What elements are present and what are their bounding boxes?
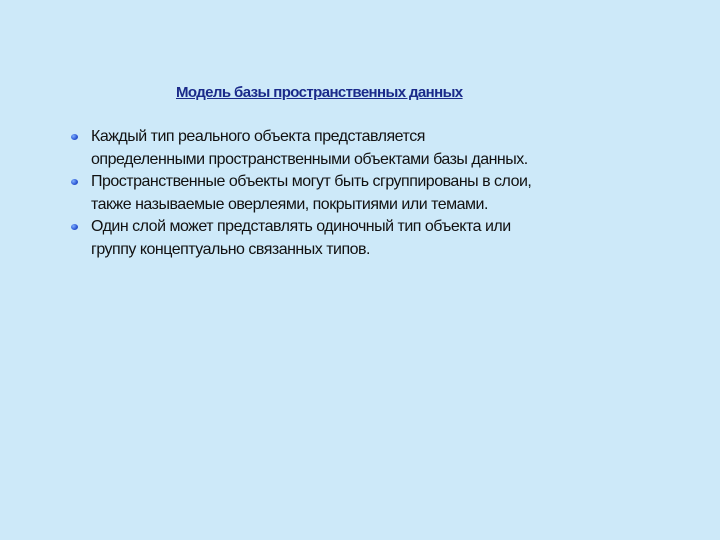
bullet-item: [70, 126, 670, 171]
bullet-list: [70, 126, 670, 261]
bullet-text-line: также называемые оверлеями, покрытиями или темами.: [91, 195, 488, 213]
bullet-text-line: определенными пространственными объектами базы данных.: [91, 150, 528, 168]
bullet-icon: [71, 224, 78, 230]
bullet-text-line: группу концептуально связанных типов.: [91, 240, 370, 258]
slide-title: Модель базы пространственных данных: [176, 84, 463, 101]
bullet-icon: [71, 134, 78, 140]
bullet-item: [70, 216, 670, 261]
bullet-text-line: Пространственные объекты могут быть сгруппированы в слои,: [91, 173, 532, 190]
bullet-text-line: Каждый тип реального объекта представляется: [91, 128, 425, 145]
bullet-text-line: Один слой может представлять одиночный тип объекта или: [91, 218, 511, 235]
bullet-icon: [71, 179, 78, 185]
bullet-item: [70, 171, 670, 216]
